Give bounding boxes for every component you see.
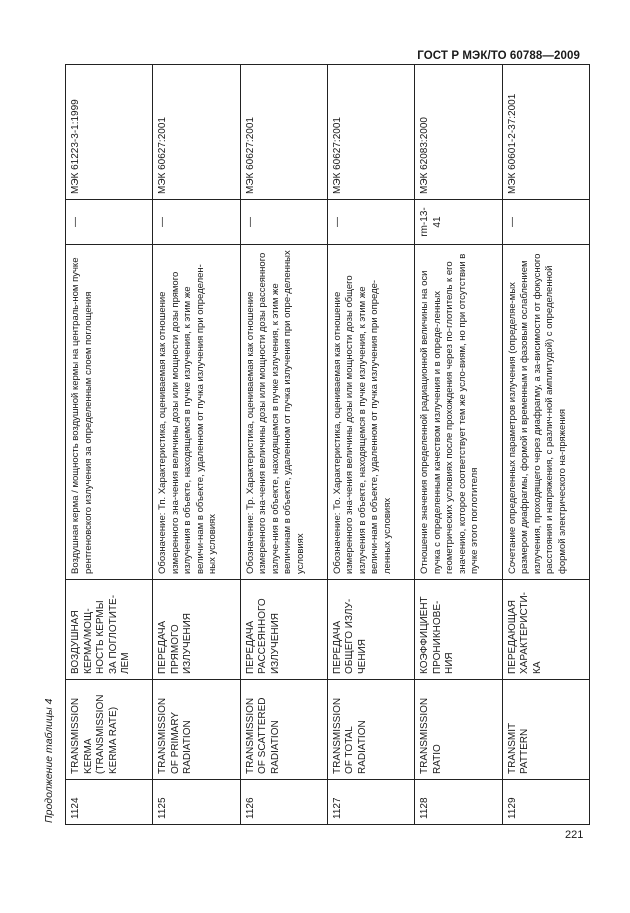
table-row bbox=[240, 65, 327, 825]
english-term: TRANSMISSION OF PRIMARY RADIATION bbox=[153, 680, 240, 780]
russian-term: ВОЗДУШНАЯ КЕРМА/МОЩ-НОСТЬ КЕРМЫ ЗА ПОГЛОТИТЕ-ЛЕМ bbox=[66, 580, 153, 680]
term-source: МЭК 60627:2001 bbox=[153, 65, 240, 200]
term-source: МЭК 61223-3-1:1999 bbox=[66, 65, 153, 200]
table-row bbox=[327, 65, 414, 825]
term-symbol: — bbox=[240, 200, 327, 245]
table-row bbox=[66, 65, 153, 825]
table-row bbox=[153, 65, 240, 825]
term-source: МЭК 60627:2001 bbox=[327, 65, 414, 200]
term-definition: Воздушная керма / мощность воздушной кермы на централь-ном пучке рентгеновского излучения за определенным слоем поглощения bbox=[66, 245, 153, 580]
document-header: ГОСТ Р МЭК/ТО 60788—2009 bbox=[417, 50, 580, 62]
english-term: TRANSMISSION KERMA (TRANSMISSION KERMA RATE) bbox=[66, 680, 153, 780]
english-term: TRANSMIT PATTERN bbox=[502, 680, 589, 780]
term-source: МЭК 60627:2001 bbox=[240, 65, 327, 200]
terms-table bbox=[65, 64, 590, 825]
term-symbol: — bbox=[66, 200, 153, 245]
term-definition: Отношение значения определенной радиационной величины на оси пучка с определенным качеством излучения и в опреде-ленных геометрических условиях после прохождения через по-глотитель к его значению, которое соответствует тем же усло-виям, но при отсутствии в пучке этого поглотителя bbox=[415, 245, 502, 580]
table-caption: Продолжение таблицы 4 bbox=[43, 698, 55, 823]
term-definition: Обозначение: То. Характеристика, оцениваемая как отношение измеренного зна-чения величины дозы или мощности дозы общего излучения в объекте, находящемся в пучке излучения, к этим же величи-нам в объекте, удаленном от пучка излучения при опреде-ленных условиях bbox=[327, 245, 414, 580]
russian-term: ПЕРЕДАЧА РАССЕЯННОГО ИЗЛУЧЕНИЯ bbox=[240, 580, 327, 680]
term-number: 1128 bbox=[415, 780, 502, 825]
term-symbol: — bbox=[153, 200, 240, 245]
rotated-table-container bbox=[43, 65, 590, 825]
term-definition: Обозначение: Тр. Характеристика, оцениваемая как отношение измеренного зна-чения величины дозы или мощности дозы рассеянного излуче-ния в объекте, находящемся в пучке излучения, к этим же величинам в объекте, удаленном от пучка излучения при опре-деленных условиях bbox=[240, 245, 327, 580]
term-number: 1129 bbox=[502, 780, 589, 825]
term-source: МЭК 62083:2000 bbox=[415, 65, 502, 200]
english-term: TRANSMISSION OF TOTAL RADIATION bbox=[327, 680, 414, 780]
term-number: 1124 bbox=[66, 780, 153, 825]
term-symbol: rm-13-41 bbox=[415, 200, 502, 245]
term-number: 1126 bbox=[240, 780, 327, 825]
english-term: TRANSMISSION OF SCATTERED RADIATION bbox=[240, 680, 327, 780]
table-row bbox=[415, 65, 502, 825]
russian-term: ПЕРЕДАЮЩАЯ ХАРАКТЕРИСТИ-КА bbox=[502, 580, 589, 680]
term-number: 1127 bbox=[327, 780, 414, 825]
term-symbol: — bbox=[327, 200, 414, 245]
table-row bbox=[502, 65, 589, 825]
term-definition: Сочетание определенных параметров излучения (определяе-мых размером диафрагмы, формой и временным и фазовым ослаблением излучения, проходящего через диафрагму, а за-висимости от фокусного расстояния и напряжения, с различ-ной амплитудой) с определенной формой электрического на-пряжения bbox=[502, 245, 589, 580]
term-definition: Обозначение: Тп. Характеристика, оцениваемая как отношение измеренного зна-чения величины дозы или мощности дозы прямого излучения в объекте, находящемся в пучке излучения, к этим же величи-нам в объекте, удаленном от пучка излучения при определен-ных условиях bbox=[153, 245, 240, 580]
russian-term: ПЕРЕДАЧА ОБЩЕГО ИЗЛУ-ЧЕНИЯ bbox=[327, 580, 414, 680]
term-number: 1125 bbox=[153, 780, 240, 825]
term-symbol: — bbox=[502, 200, 589, 245]
russian-term: ПЕРЕДАЧА ПРЯМОГО ИЗЛУЧЕНИЯ bbox=[153, 580, 240, 680]
page-number: 221 bbox=[565, 829, 584, 841]
russian-term: КОЭФФИЦИЕНТ ПРОНИКНОВЕ-НИЯ bbox=[415, 580, 502, 680]
english-term: TRANSMISSION RATIO bbox=[415, 680, 502, 780]
term-source: МЭК 60601-2-37:2001 bbox=[502, 65, 589, 200]
